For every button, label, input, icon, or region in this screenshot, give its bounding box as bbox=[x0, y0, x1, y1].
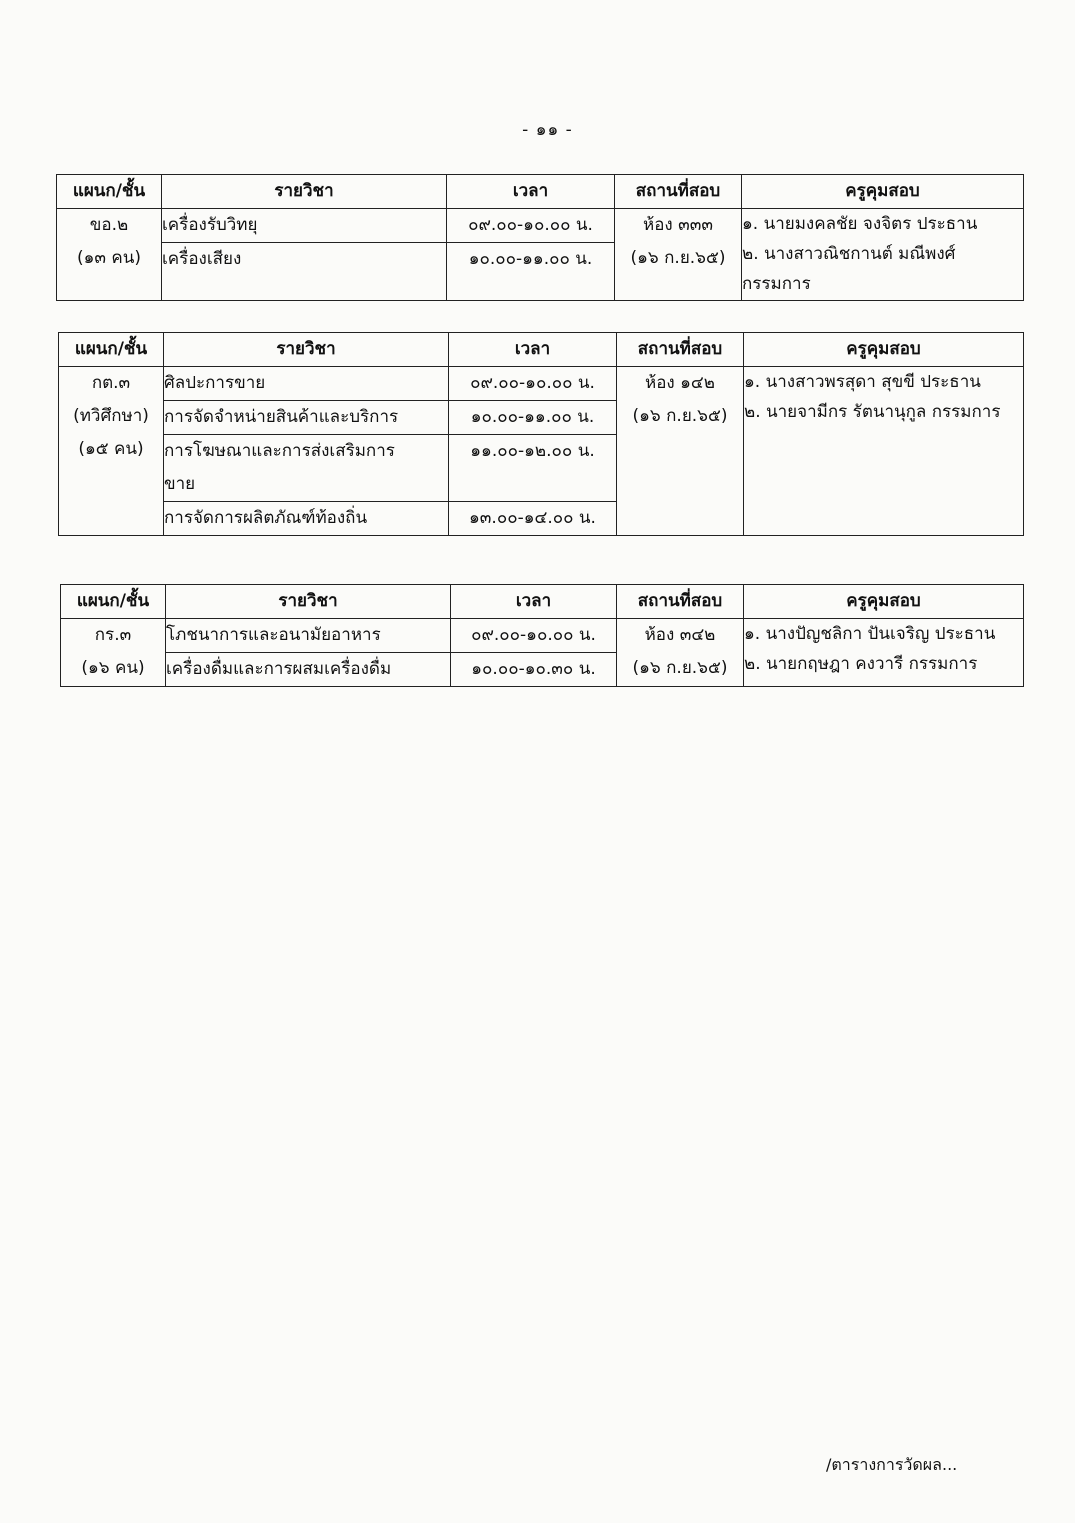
header-dept: แผนก/ชั้น bbox=[61, 585, 166, 619]
header-teachers: ครูคุมสอบ bbox=[742, 175, 1024, 209]
teachers-cell bbox=[742, 209, 1024, 301]
subject-cell: โภชนาการและอนามัยอาหาร bbox=[166, 619, 451, 653]
header-teachers: ครูคุมสอบ bbox=[744, 333, 1024, 367]
time-cell: ๐๙.๐๐-๑๐.๐๐ น. bbox=[451, 619, 617, 653]
dept-code: กร.๓ bbox=[94, 625, 132, 645]
header-dept: แผนก/ชั้น bbox=[57, 175, 162, 209]
subject-cell: เครื่องเสียง bbox=[162, 243, 447, 301]
room-name: ห้อง ๑๔๒ bbox=[645, 373, 715, 393]
room-name: ห้อง ๓๔๒ bbox=[644, 625, 716, 645]
page-number: - ๑๑ - bbox=[522, 120, 573, 140]
room-date: (๑๖ ก.ย.๖๕) bbox=[632, 406, 728, 426]
header-room: สถานที่สอบ bbox=[617, 333, 744, 367]
teacher-line: ๑. นายมงคลชัย จงจิตร ประธาน bbox=[742, 214, 978, 234]
header-subject: รายวิชา bbox=[166, 585, 451, 619]
header-subject: รายวิชา bbox=[164, 333, 449, 367]
dept-program: (ทวิศึกษา) bbox=[73, 406, 149, 426]
exam-table-3 bbox=[60, 584, 1024, 687]
header-time: เวลา bbox=[449, 333, 617, 367]
header-time: เวลา bbox=[451, 585, 617, 619]
table-header-row bbox=[59, 333, 1024, 367]
subject-cell: ศิลปะการขาย bbox=[164, 367, 449, 401]
header-teachers: ครูคุมสอบ bbox=[744, 585, 1024, 619]
dept-count: (๑๓ คน) bbox=[76, 248, 142, 268]
header-room: สถานที่สอบ bbox=[615, 175, 742, 209]
teachers-cell bbox=[744, 619, 1024, 687]
time-cell: ๐๙.๐๐-๑๐.๐๐ น. bbox=[447, 209, 615, 243]
time-cell: ๑๓.๐๐-๑๔.๐๐ น. bbox=[449, 502, 617, 536]
subject-cell: การจัดจำหน่ายสินค้าและบริการ bbox=[164, 401, 449, 435]
dept-cell bbox=[59, 367, 164, 536]
header-room: สถานที่สอบ bbox=[617, 585, 744, 619]
time-cell: ๑๑.๐๐-๑๒.๐๐ น. bbox=[449, 435, 617, 502]
table-row bbox=[61, 619, 1024, 653]
dept-count: (๑๖ คน) bbox=[81, 658, 145, 678]
header-dept: แผนก/ชั้น bbox=[59, 333, 164, 367]
dept-code: ขอ.๒ bbox=[89, 215, 129, 235]
subject-cell: เครื่องดื่มและการผสมเครื่องดื่ม bbox=[166, 653, 451, 687]
dept-code: กต.๓ bbox=[91, 373, 131, 393]
room-cell bbox=[615, 209, 742, 301]
table-header-row bbox=[57, 175, 1024, 209]
exam-table-1 bbox=[56, 174, 1024, 301]
dept-cell bbox=[61, 619, 166, 687]
table-header-row bbox=[61, 585, 1024, 619]
header-subject: รายวิชา bbox=[162, 175, 447, 209]
time-cell: ๑๐.๐๐-๑๐.๓๐ น. bbox=[451, 653, 617, 687]
header-time: เวลา bbox=[447, 175, 615, 209]
teacher-line: ๒. นางสาวณิชกานต์ มณีพงศ์ bbox=[742, 244, 956, 264]
subject-cell: การจัดการผลิตภัณฑ์ท้องถิ่น bbox=[164, 502, 449, 536]
room-date: (๑๖ ก.ย.๖๕) bbox=[630, 248, 726, 268]
room-cell bbox=[617, 367, 744, 536]
room-name: ห้อง ๓๓๓ bbox=[643, 215, 713, 235]
time-cell: ๑๐.๐๐-๑๑.๐๐ น. bbox=[447, 243, 615, 301]
time-cell: ๐๙.๐๐-๑๐.๐๐ น. bbox=[449, 367, 617, 401]
room-date: (๑๖ ก.ย.๖๕) bbox=[632, 658, 728, 678]
dept-count: (๑๕ คน) bbox=[78, 439, 144, 459]
table-row bbox=[57, 209, 1024, 243]
teachers-cell bbox=[744, 367, 1024, 536]
dept-cell bbox=[57, 209, 162, 301]
teacher-line: กรรมการ bbox=[742, 274, 811, 294]
subject-cell: เครื่องรับวิทยุ bbox=[162, 209, 447, 243]
teacher-line: ๑. นางสาวพรสุดา สุขขี ประธาน bbox=[744, 372, 981, 392]
teacher-line: ๑. นางปัญชลิกา ปันเจริญ ประธาน bbox=[744, 624, 996, 644]
table-row bbox=[59, 367, 1024, 401]
exam-table-2 bbox=[58, 332, 1024, 536]
teacher-line: ๒. นายกฤษฎา คงวารี กรรมการ bbox=[744, 654, 978, 674]
teacher-line: ๒. นายจามีกร รัตนานุกูล กรรมการ bbox=[744, 402, 1001, 422]
continuation-note: /ตารางการวัดผล... bbox=[826, 1455, 958, 1474]
subject-text: การโฆษณาและการส่งเสริมการขาย bbox=[164, 441, 395, 494]
room-cell bbox=[617, 619, 744, 687]
subject-cell bbox=[164, 435, 449, 502]
time-cell: ๑๐.๐๐-๑๑.๐๐ น. bbox=[449, 401, 617, 435]
